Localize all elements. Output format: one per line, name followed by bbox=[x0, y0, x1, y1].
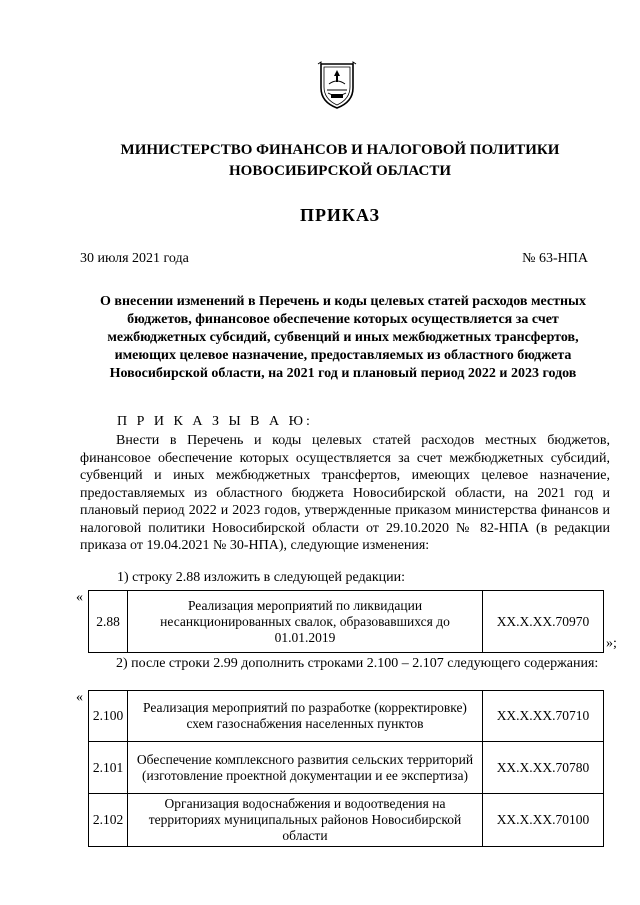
table-row bbox=[89, 591, 604, 653]
coat-of-arms-icon bbox=[317, 60, 357, 110]
row-code: ХХ.Х.ХХ.70710 bbox=[483, 691, 604, 742]
open-quote-1: « bbox=[76, 590, 83, 605]
order-subject: О внесении изменений в Перечень и коды целевых статей расходов местных бюджетов, финансовое обеспечение которых осуществляется за счет межбюджетных субсидий, субвенций и иных межбюджетных трансфертов, имеющих целевое назначение, предоставляемых из областного бюджета Новосибирской области, на 2021 год и плановый период 2022 и 2023 годов bbox=[100, 294, 586, 381]
change-item-1: 1) строку 2.88 изложить в следующей редакции: bbox=[117, 570, 406, 585]
row-number: 2.100 bbox=[89, 691, 128, 742]
row-number: 2.102 bbox=[89, 794, 128, 847]
row-name: Обеспечение комплексного развития сельских территорий (изготовление проектной документации и ее экспертиза) bbox=[128, 742, 483, 794]
document-type: ПРИКАЗ bbox=[299, 205, 381, 225]
table-row bbox=[89, 742, 604, 794]
table-row bbox=[89, 691, 604, 742]
row-name: Реализация мероприятий по разработке (корректировке) схем газоснабжения населенных пунктов bbox=[128, 691, 483, 742]
order-paragraph: Внести в Перечень и коды целевых статей расходов местных бюджетов, финансовое обеспечение которых осуществляется за счет межбюджетных субсидий, субвенций и иных межбюджетных трансфертов, имеющих целевое назначение, предоставляемых из областного бюджета Новосибирской области, на 2021 год и плановый период 2022 и 2023 годов, утвержденные приказом министерства финансов и налоговой политики Новосибирской области от 29.10.2020 № 82-НПА (в редакции приказа от 19.04.2021 № 30-НПА), следующие изменения: bbox=[80, 433, 610, 553]
row-code: ХХ.Х.ХХ.70780 bbox=[483, 742, 604, 794]
order-directive: П Р И К А З Ы В А Ю: bbox=[117, 414, 313, 429]
row-number: 2.101 bbox=[89, 742, 128, 794]
change-item-2: 2) после строки 2.99 дополнить строками 2.100 – 2.107 следующего содержания: bbox=[116, 656, 599, 671]
row-code: ХХ.Х.ХХ.70100 bbox=[483, 794, 604, 847]
ministry-name bbox=[60, 140, 620, 182]
open-quote-2: « bbox=[76, 690, 83, 705]
row-number: 2.88 bbox=[89, 591, 128, 653]
row-code: ХХ.Х.ХХ.70970 bbox=[483, 591, 604, 653]
row-name: Реализация мероприятий по ликвидации несанкционированных свалок, образовавшихся до 01.01.2019 bbox=[128, 591, 483, 653]
row-name: Организация водоснабжения и водоотведения на территориях муниципальных районов Новосибирской области bbox=[128, 794, 483, 847]
close-quote-1: »; bbox=[606, 636, 617, 651]
table-row bbox=[89, 794, 604, 847]
order-number: № 63-НПА bbox=[522, 251, 588, 266]
ministry-line-1: МИНИСТЕРСТВО ФИНАНСОВ И НАЛОГОВОЙ ПОЛИТИКИ bbox=[120, 142, 560, 158]
ministry-line-2: НОВОСИБИРСКОЙ ОБЛАСТИ bbox=[228, 163, 452, 179]
table-row-2-88 bbox=[88, 590, 604, 653]
table-new-rows bbox=[88, 690, 604, 847]
order-date: 30 июля 2021 года bbox=[80, 251, 189, 266]
